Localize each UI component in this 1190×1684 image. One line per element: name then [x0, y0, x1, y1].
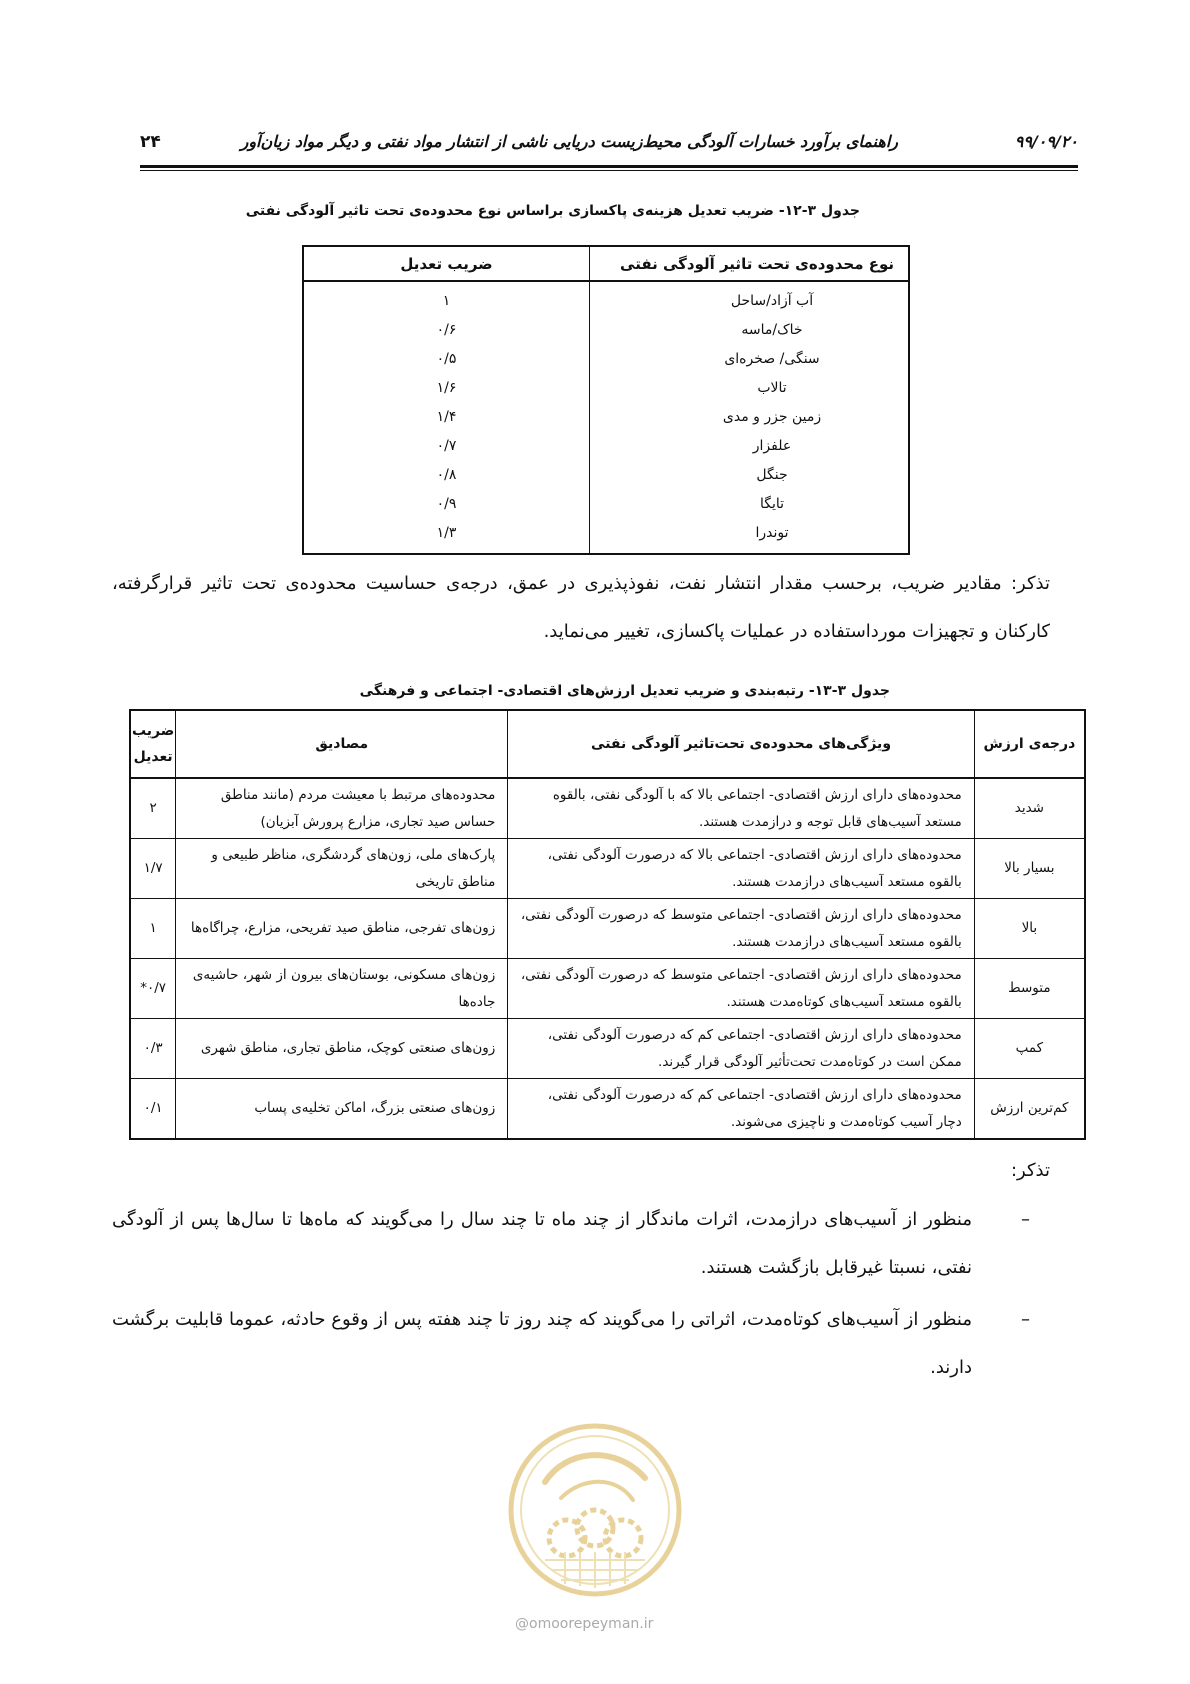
- table2-cell-features: محدوده‌های دارای ارزش اقتصادی- اجتماعی کم که درصورت آلودگی نفتی، دچار آسیب کوتاه‌مدت و ناچیزی می‌شوند.: [508, 1079, 974, 1140]
- table2-cell-examples: پارک‌های ملی، زون‌های گردشگری، مناظر طبیعی و مناطق تاریخی: [176, 839, 508, 899]
- watermark-logo: [505, 1420, 685, 1600]
- table2-cell-features: محدوده‌های دارای ارزش اقتصادی- اجتماعی کم که درصورت آلودگی نفتی، ممکن است در کوتاه‌مدت تحت‌تأثیر آلودگی قرار گیرند.: [508, 1019, 974, 1079]
- logo-seal-icon: [505, 1420, 685, 1600]
- table1-cell-area: تالاب: [590, 373, 910, 402]
- page-number: ۲۴: [140, 132, 161, 152]
- list-item: [112, 1196, 1050, 1292]
- table1-cell-area: خاک/ماسه: [590, 315, 910, 344]
- table2-cell-examples: زون‌های تفرجی، مناطق صید تفریحی، مزارع، چراگاه‌ها: [176, 899, 508, 959]
- table-row: [303, 431, 909, 460]
- table2: [129, 709, 1086, 1140]
- website-text: @omoorepeyman.ir: [515, 1616, 654, 1632]
- header-rule: [140, 165, 1078, 168]
- table2-cell-grade: بالا: [974, 899, 1085, 959]
- table2-cell-features: محدوده‌های دارای ارزش اقتصادی- اجتماعی بالا که با آلودگی نفتی، بالقوه مستعد آسیب‌های قابل توجه و درازمدت هستند.: [508, 778, 974, 839]
- table1-header-area: نوع محدوده‌ی تحت تاثیر آلودگی نفتی: [590, 246, 910, 281]
- note1-paragraph: تذکر: مقادیر ضریب، برحسب مقدار انتشار نفت، نفوذپذیری در عمق، درجه‌ی حساسیت محدوده‌ی تحت تاثیر قرارگرفته، کارکنان و تجهیزات مورداستفاده در عملیات پاکسازی، تغییر می‌نماید.: [112, 573, 1050, 642]
- table1: [302, 245, 910, 555]
- table1-cell-coef: ۰/۸: [436, 466, 457, 483]
- table1-header-coef: ضریب تعدیل: [303, 246, 590, 281]
- table2-cell-features: محدوده‌های دارای ارزش اقتصادی- اجتماعی متوسط که درصورت آلودگی نفتی، بالقوه مستعد آسیب‌های درازمدت هستند.: [508, 899, 974, 959]
- note2-item-text: منظور از آسیب‌های درازمدت، اثرات ماندگار از چند ماه تا چند سال را می‌گویند که ماه‌ها تا سال‌ها پس از آلودگی نفتی، نسبتا غیرقابل بازگشت هستند.: [112, 1209, 972, 1278]
- running-header: [140, 128, 1078, 162]
- table1-cell-coef: ۱/۴: [436, 408, 457, 425]
- table1-cell-coef: ۱/۶: [436, 379, 457, 396]
- table1-cell-coef: ۰/۹: [436, 495, 457, 512]
- table2-cell-examples: محدوده‌های مرتبط با معیشت مردم (مانند مناطق حساس صید تجاری، مزارع پرورش آبزیان): [176, 778, 508, 839]
- table1-cell-coef: ۰/۷: [436, 437, 457, 454]
- table-row: [303, 402, 909, 431]
- table2-header-features: ویژگی‌های محدوده‌ی تحت‌تاثیر آلودگی نفتی: [508, 710, 974, 778]
- table1-cell-area: جنگل: [590, 460, 910, 489]
- table2-cell-grade: شدید: [974, 778, 1085, 839]
- table2-cell-features: محدوده‌های دارای ارزش اقتصادی- اجتماعی بالا که درصورت آلودگی نفتی، بالقوه مستعد آسیب‌های درازمدت هستند.: [508, 839, 974, 899]
- table1-cell-coef: ۰/۵: [436, 350, 457, 367]
- table2-cell-examples: زون‌های صنعتی بزرگ، اماکن تخلیه‌ی پساب: [176, 1079, 508, 1140]
- header-date: ۹۹/۰۹/۲۰: [1014, 132, 1078, 151]
- header-rule-thin: [140, 170, 1078, 171]
- table-row: [303, 281, 909, 315]
- note2-label: تذکر:: [1010, 1160, 1050, 1181]
- table-row: [303, 518, 909, 554]
- table-row: [130, 899, 1085, 959]
- table2-caption: جدول ۳-۱۳- رتبه‌بندی و ضریب تعدیل ارزش‌های اقتصادی- اجتماعی و فرهنگی: [359, 683, 890, 699]
- table1-cell-area: زمین جزر و مدی: [590, 402, 910, 431]
- table1-cell-area: سنگی/ صخره‌ای: [590, 344, 910, 373]
- table-row: [303, 460, 909, 489]
- table2-cell-coef: ۰/۳: [130, 1019, 176, 1079]
- table-row: [303, 373, 909, 402]
- header-title: راهنمای برآورد خسارات آلودگی محیط‌زیست دریایی ناشی از انتشار مواد نفتی و دیگر مواد زیان‌آور: [240, 132, 898, 151]
- table2-cell-grade: بسیار بالا: [974, 839, 1085, 899]
- table2-cell-coef: ۱: [130, 899, 176, 959]
- table2-cell-features: محدوده‌های دارای ارزش اقتصادی- اجتماعی متوسط که درصورت آلودگی نفتی، بالقوه مستعد آسیب‌های کوتاه‌مدت هستند.: [508, 959, 974, 1019]
- table2-header-examples: مصادیق: [176, 710, 508, 778]
- table2-cell-coef: ۰/۷*: [130, 959, 176, 1019]
- table1-caption: جدول ۳-۱۲- ضریب تعدیل هزینه‌ی پاکسازی براساس نوع محدوده‌ی تحت تاثیر آلودگی نفتی: [245, 203, 860, 219]
- table-row: [130, 778, 1085, 839]
- table2-cell-coef: ۰/۱: [130, 1079, 176, 1140]
- table1-cell-area: تایگا: [590, 489, 910, 518]
- table-row: [303, 489, 909, 518]
- dash-bullet: –: [1021, 1209, 1030, 1230]
- table2-cell-grade: کم‌ترین ارزش: [974, 1079, 1085, 1140]
- table-row: [130, 839, 1085, 899]
- note2-item-text: منظور از آسیب‌های کوتاه‌مدت، اثراتی را می‌گویند که چند روز تا چند هفته پس از وقوع حادثه، عموما قابلیت برگشت دارند.: [112, 1309, 972, 1378]
- table2-cell-coef: ۲: [130, 778, 176, 839]
- table-row: [130, 959, 1085, 1019]
- table-row: [303, 315, 909, 344]
- table2-cell-examples: زون‌های صنعتی کوچک، مناطق تجاری، مناطق شهری: [176, 1019, 508, 1079]
- table1-cell-area: علفزار: [590, 431, 910, 460]
- table2-header-row: [130, 710, 1085, 778]
- table2-header-grade: درجه‌ی ارزش: [974, 710, 1085, 778]
- table-row: [130, 1079, 1085, 1140]
- list-item: [112, 1296, 1050, 1392]
- table-row: [303, 344, 909, 373]
- table1-cell-area: آب آزاد/ساحل: [590, 281, 910, 315]
- table1-cell-coef: ۱/۳: [436, 524, 457, 541]
- table1-cell-coef: ۰/۶: [436, 321, 457, 338]
- dash-bullet: –: [1021, 1309, 1030, 1330]
- table2-cell-grade: کمپ: [974, 1019, 1085, 1079]
- table2-cell-grade: متوسط: [974, 959, 1085, 1019]
- table2-cell-examples: زون‌های مسکونی، بوستان‌های بیرون از شهر، حاشیه‌ی جاده‌ها: [176, 959, 508, 1019]
- table1-header-row: [303, 246, 909, 281]
- note2-list: [112, 1196, 1050, 1396]
- table2-header-coef: ضریب تعدیل: [130, 710, 176, 778]
- table2-cell-coef: ۱/۷: [130, 839, 176, 899]
- table1-cell-area: توندرا: [590, 518, 910, 554]
- table1-cell-coef: ۱: [442, 292, 451, 309]
- table-row: [130, 1019, 1085, 1079]
